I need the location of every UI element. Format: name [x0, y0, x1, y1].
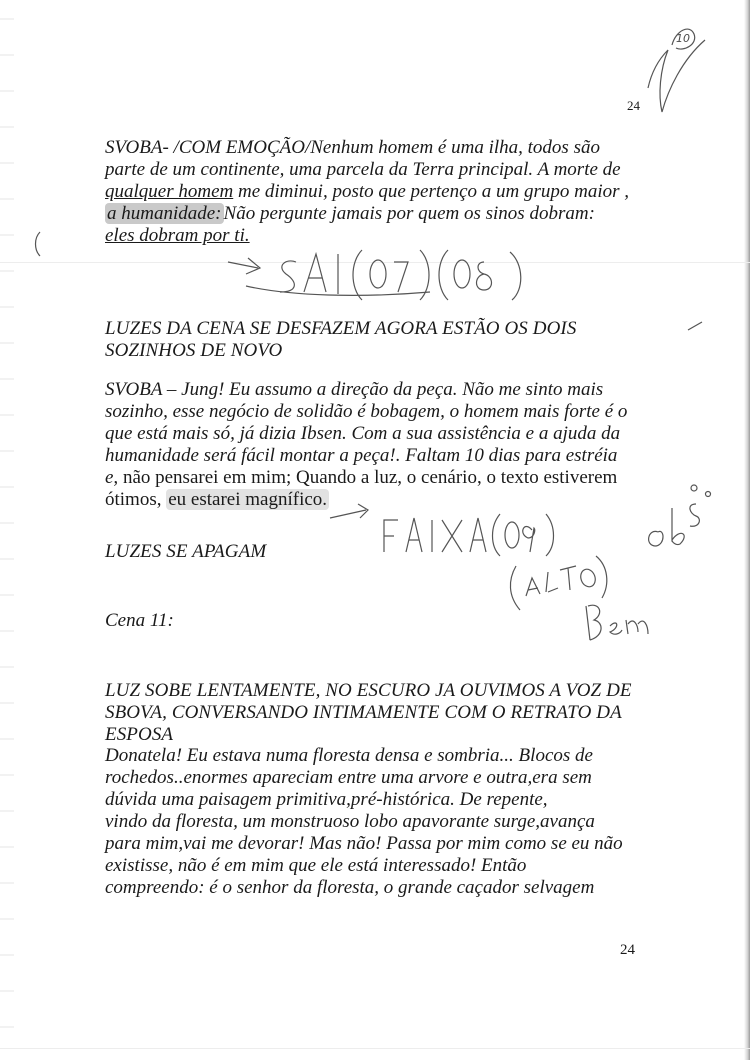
text-line: parte de um continente, uma parcela da Terra principal. A morte de: [105, 159, 621, 180]
text-line: LUZES SE APAGAM: [105, 541, 267, 562]
text-line: LUZES DA CENA SE DESFAZEM AGORA ESTÃO OS DOIS: [105, 318, 577, 339]
initial-mark-text: 10: [676, 32, 690, 45]
text-fragment: me diminui, posto que pertenço a um grupo maior ,: [233, 181, 630, 202]
stage-direction-1: [105, 318, 645, 362]
highlighted-phrase: eu estarei magnífico.: [168, 489, 328, 510]
text-line: [105, 225, 645, 247]
text-line: LUZ SOBE LENTAMENTE, NO ESCURO JA OUVIMOS A VOZ DE: [105, 680, 632, 701]
text-line: [105, 203, 645, 225]
page-number-top: 24: [627, 98, 640, 113]
svoba-speech-1: [105, 137, 645, 247]
text-line: SOZINHOS DE NOVO: [105, 340, 283, 361]
text-line: Donatela! Eu estava numa floresta densa e sombria... Blocos de: [105, 745, 593, 766]
text-line: humanidade será fácil montar a peça!. Faltam 10 dias para estréia: [105, 445, 618, 466]
text-line: [105, 181, 645, 203]
text-line: para mim,vai me devorar! Mas não! Passa por mim como se eu não: [105, 833, 623, 854]
text-line: SBOVA, CONVERSANDO INTIMAMENTE COM O RETRATO DA: [105, 702, 622, 723]
svoba-speech-2: [105, 379, 645, 511]
text-line: rochedos..enormes apareciam entre uma arvore e outra,era sem: [105, 767, 592, 788]
monologue: [105, 745, 665, 899]
text-fragment: não pensarei em mim; Quando a luz, o cenário, o texto estiverem: [122, 467, 618, 488]
text-line: existisse, não é em mim que ele está interessado! Então: [105, 855, 527, 876]
text-line: SVOBA – Jung! Eu assumo a direção da peça. Não me sinto mais: [105, 379, 604, 400]
text-line: dúvida uma paisagem primitiva,pré-histórica. De repente,: [105, 789, 548, 810]
text-fragment: e,: [105, 467, 123, 488]
text-line: [105, 489, 645, 511]
stage-direction-2: [105, 541, 405, 563]
text-line: SVOBA- /COM EMOÇÃO/Nenhum homem é uma ilha, todos são: [105, 137, 600, 158]
underlined-phrase: qualquer homem: [105, 181, 234, 202]
text-fragment: Não pergunte jamais por quem os sinos dobram:: [223, 203, 595, 224]
text-line: sozinho, esse negócio de solidão é bobagem, o homem mais forte é o: [105, 401, 628, 422]
text-line: [105, 467, 645, 489]
text-line: Cena 11:: [105, 610, 174, 631]
text-line: compreendo: é o senhor da floresta, o grande caçador selvagem: [105, 877, 595, 898]
underlined-phrase: eles dobram por ti.: [105, 225, 250, 246]
text-line: que está mais só, já dizia Ibsen. Com a sua assistência e a ajuda da: [105, 423, 621, 444]
text-line: vindo da floresta, um monstruoso lobo apavorante surge,avança: [105, 811, 595, 832]
stage-direction-3: [105, 680, 665, 746]
highlighted-phrase: a humanidade:: [107, 203, 222, 224]
text-line: ESPOSA: [105, 724, 174, 745]
scene-label: [105, 610, 305, 632]
text-fragment: ótimos,: [105, 489, 167, 510]
page-number-bottom: 24: [620, 942, 635, 958]
